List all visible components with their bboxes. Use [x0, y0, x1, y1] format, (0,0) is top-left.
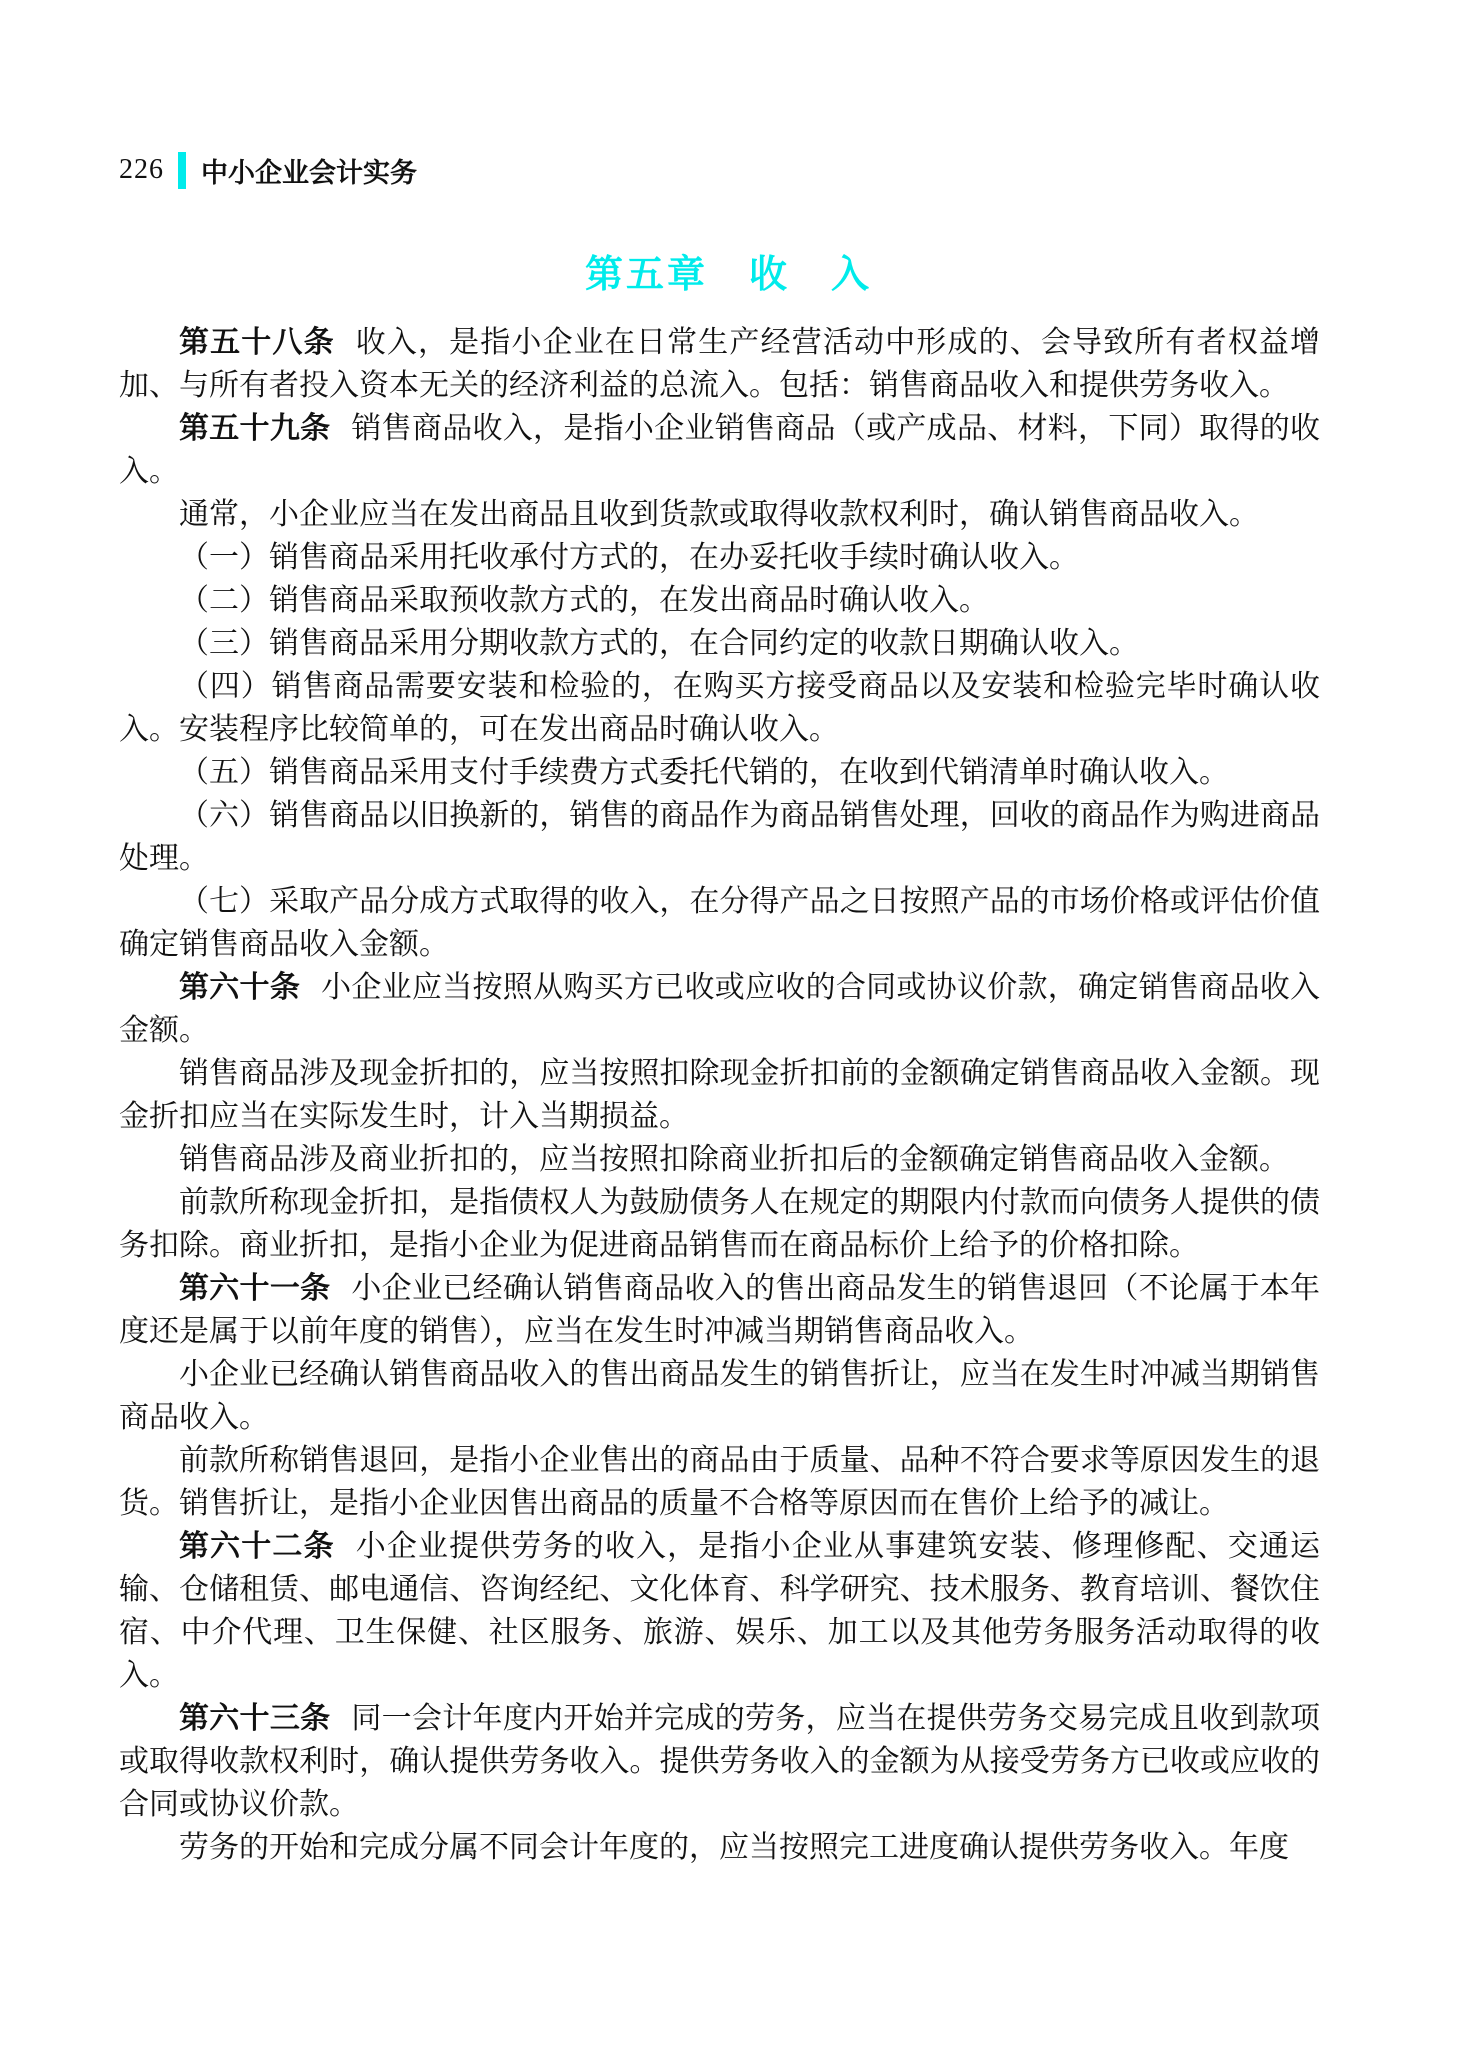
paragraph [119, 665, 1320, 751]
paragraph [119, 1525, 1320, 1697]
article-text: （三）销售商品采用分期收款方式的，在合同约定的收款日期确认收入。 [179, 627, 1139, 660]
article-text: （二）销售商品采取预收款方式的，在发出商品时确认收入。 [179, 584, 989, 617]
article-number: 第六十条 [179, 971, 301, 1004]
paragraph [119, 579, 1320, 622]
paragraph [119, 1697, 1320, 1826]
article-text: 小企业提供劳务的收入，是指小企业从事建筑安装、修理修配、交通运输、仓储租赁、邮电通信、咨询经纪、文化体育、科学研究、技术服务、教育培训、餐饮住宿、中介代理、卫生保健、社区服务、旅游、娱乐、加工以及其他劳务服务活动取得的收入。 [119, 1530, 1321, 1692]
paragraph [119, 1826, 1320, 1869]
paragraph [119, 966, 1320, 1052]
article-text: 前款所称销售退回，是指小企业售出的商品由于质量、品种不符合要求等原因发生的退货。销售折让，是指小企业因售出商品的质量不合格等原因而在售价上给予的减让。 [119, 1444, 1320, 1520]
article-text: 前款所称现金折扣，是指债权人为鼓励债务人在规定的期限内付款而向债务人提供的债务扣除。商业折扣，是指小企业为促进商品销售而在商品标价上给予的价格扣除。 [119, 1186, 1320, 1262]
article-text: 小企业已经确认销售商品收入的售出商品发生的销售退回（不论属于本年度还是属于以前年度的销售），应当在发生时冲减当期销售商品收入。 [119, 1272, 1321, 1348]
article-text: 收入，是指小企业在日常生产经营活动中形成的、会导致所有者权益增加、与所有者投入资本无关的经济利益的总流入。包括：销售商品收入和提供劳务收入。 [119, 326, 1321, 402]
article-text-container [119, 321, 1320, 1869]
article-text: （四）销售商品需要安装和检验的，在购买方接受商品以及安装和检验完毕时确认收入。安装程序比较简单的，可在发出商品时确认收入。 [119, 670, 1320, 746]
paragraph [119, 493, 1320, 536]
paragraph [119, 407, 1320, 493]
paragraph [119, 1353, 1320, 1439]
paragraph [119, 1267, 1320, 1353]
article-text: （五）销售商品采用支付手续费方式委托代销的，在收到代销清单时确认收入。 [179, 756, 1229, 789]
article-text: （七）采取产品分成方式取得的收入，在分得产品之日按照产品的市场价格或评估价值确定销售商品收入金额。 [119, 885, 1320, 961]
page-number: 226 [119, 154, 164, 185]
article-text: 小企业应当按照从购买方已收或应收的合同或协议价款，确定销售商品收入金额。 [119, 971, 1321, 1047]
paragraph [119, 1138, 1320, 1181]
paragraph [119, 321, 1320, 407]
paragraph [119, 1181, 1320, 1267]
chapter-title: 第五章 收 入 [584, 254, 872, 296]
article-text: （一）销售商品采用托收承付方式的，在办妥托收手续时确认收入。 [179, 541, 1079, 574]
article-text: 销售商品涉及商业折扣的，应当按照扣除商业折扣后的金额确定销售商品收入金额。 [179, 1143, 1289, 1176]
header-accent-bar [178, 152, 186, 189]
paragraph [119, 1439, 1320, 1525]
article-text: 销售商品涉及现金折扣的，应当按照扣除现金折扣前的金额确定销售商品收入金额。现金折扣应当在实际发生时，计入当期损益。 [119, 1057, 1320, 1133]
article-text: （六）销售商品以旧换新的，销售的商品作为商品销售处理，回收的商品作为购进商品处理。 [119, 799, 1320, 875]
article-text: 同一会计年度内开始并完成的劳务，应当在提供劳务交易完成且收到款项或取得收款权利时，确认提供劳务收入。提供劳务收入的金额为从接受劳务方已收或应收的合同或协议价款。 [119, 1702, 1321, 1821]
paragraph [119, 794, 1320, 880]
paragraph [119, 536, 1320, 579]
paragraph [119, 880, 1320, 966]
article-text: 通常，小企业应当在发出商品且收到货款或取得收款权利时，确认销售商品收入。 [179, 498, 1259, 531]
article-text: 劳务的开始和完成分属不同会计年度的，应当按照完工进度确认提供劳务收入。年度 [179, 1831, 1289, 1864]
article-number: 第六十三条 [179, 1702, 331, 1735]
running-header [119, 150, 417, 190]
paragraph [119, 622, 1320, 665]
paragraph [119, 1052, 1320, 1138]
article-number: 第五十八条 [179, 326, 335, 359]
article-text: 销售商品收入，是指小企业销售商品（或产成品、材料，下同）取得的收入。 [119, 412, 1321, 488]
paragraph [119, 751, 1320, 794]
book-title: 中小企业会计实务 [201, 157, 417, 188]
article-number: 第六十一条 [179, 1272, 331, 1305]
article-number: 第五十九条 [179, 412, 331, 445]
article-number: 第六十二条 [179, 1530, 335, 1563]
article-text: 小企业已经确认销售商品收入的售出商品发生的销售折让，应当在发生时冲减当期销售商品收入。 [119, 1358, 1320, 1434]
